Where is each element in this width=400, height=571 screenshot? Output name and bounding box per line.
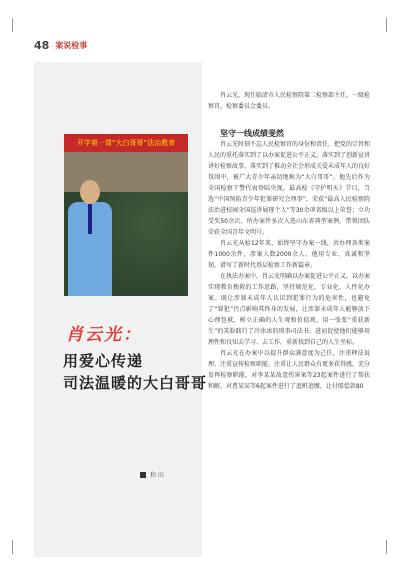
author-marker-icon: [140, 472, 146, 478]
body-paragraph: 肖云光时刻不忘人民检察官的身份和责任，把党的宗旨和人民的重托落实到了以办案促进公平正义，落实到了创新宣讲讲好检察故事，落实到了推动全社会形成关爱未成年人的良好氛围中，被广大青少年亲切地称为“大白哥哥”。他先后作为全国检察干警代表登陆央视，最高检《守护明天》节目，当选“中国预防青少年犯罪研究会理事”，荣获“最高人民检察院法治进校园全国巡讲展现个人”等30余项省级以上荣誉；立功受奖50余次，所办案件多次入选山东省典型案例，带领团队荣获全国青年文明号。: [208, 141, 371, 236]
article-subject-name: 肖云光：: [66, 325, 142, 345]
section-label: 案说检事: [55, 40, 88, 50]
section-heading: 坚守一线成绩斐然: [220, 129, 284, 138]
author-byline: [140, 470, 164, 479]
crop-mark: [12, 540, 13, 554]
photo-speaker: [68, 180, 112, 296]
article-title-line-2: 司法温暖的大白哥哥: [63, 374, 208, 392]
article-title-line-1: 用爱心传递: [63, 352, 144, 370]
speaker-tie: [88, 204, 92, 234]
page-number: 48: [34, 38, 50, 52]
crop-mark: [12, 18, 13, 32]
speaker-head: [80, 180, 100, 204]
article-body: [208, 90, 370, 392]
author-name: 和 田: [150, 472, 164, 479]
body-paragraph: 肖云光从检12年来，始终坚守办案一线，共办理各类案件1000余件，涉案人数2000余人。他用专业、真诚和坚韧，谱写了新时代基层检察工作新篇章。: [208, 240, 370, 269]
crop-mark: [386, 540, 387, 554]
photo-banner: 开学第一课“大白哥哥”法治教育: [64, 134, 188, 152]
lecture-photo: [64, 134, 188, 296]
page-header: [34, 38, 87, 52]
intro-paragraph: 肖云光，现任临清市人民检察院第二检察部主任，一级检察官，检察委员会委员。: [208, 92, 371, 110]
body-paragraph: 肖云光在办案中以提升群众满意度为己任，注重释法说理，注重宣传检察职能，注重让人民群众有更多获得感。充分发挥检察职能，对李某某故意伤害案等23起案件进行了帮扶和解，对曹某某等6起案件进行了追赃追缴，让付船偿款80: [208, 350, 371, 390]
body-paragraph: 在执法办案中，肖云光明确以办案促进公平正义、以办案实现教育挽救的工作思路，坚持规范化、专业化、人性化办案。既让涉罪未成年人认识到犯罪行为的危害性，也避免了“罪犯”污点影响其终身的发展，让涉罪未成年人能够放下心理包袱，树立正确的人生观和价值观，用一张张“重获新生”的笑脸践行了冷冰冰的刑事司法书。进而促使他们能够用理性和良知去学习、去工作，重新找到自己的人生坐标。: [208, 273, 371, 346]
crop-mark: [386, 18, 387, 32]
